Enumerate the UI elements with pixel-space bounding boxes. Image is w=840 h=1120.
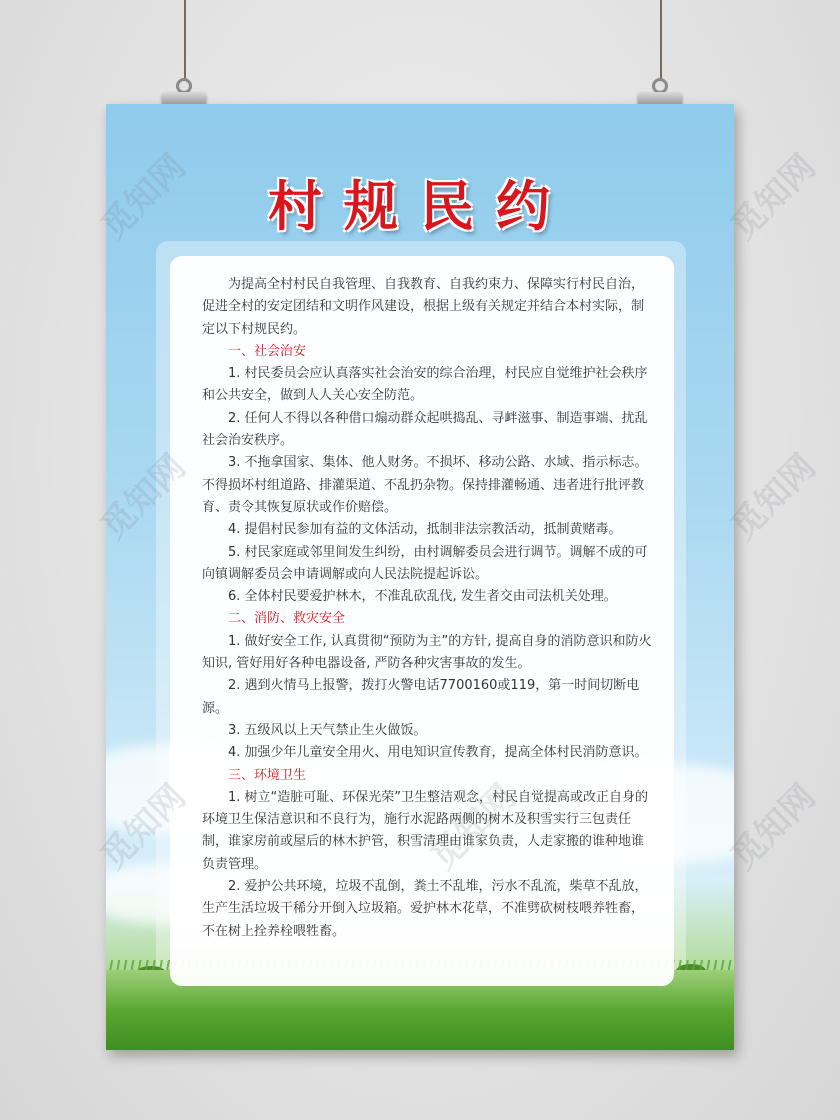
section-heading: 一、社会治安 (228, 343, 307, 359)
section-heading: 二、消防、救灾安全 (228, 611, 346, 627)
section-item: 2. 任何人不得以各种借口煽动群众起哄捣乱、寻衅滋事、制造事端、扰乱社会治安秩序。 (202, 410, 648, 449)
section-item: 3. 不拖拿国家、集体、他人财务。不损坏、移动公路、水域、指示标志。不得损坏村组道路、排灌渠道、不乱扔杂物。保持排灌畅通、违者进行批评教育、责令其恢复原状或作价赔偿。 (202, 455, 648, 515)
section-item: 2. 遇到火情马上报警，拨打火警电话7700160或119，第一时间切断电源。 (202, 678, 640, 716)
hanging-string-left (184, 0, 186, 80)
section-item: 6. 全体村民要爱护林木，不准乱砍乱伐, 发生者交由司法机关处理。 (228, 589, 617, 605)
section-item: 2. 爱护公共环境，垃圾不乱倒，粪土不乱堆，污水不乱流，柴草不乱放，生产生活垃圾干稀分开倒入垃圾箱。爱护林木花草，不准劈砍树枝喂养牲畜，不在树上拴养栓喂牲畜。 (202, 879, 648, 939)
content-card (170, 256, 674, 986)
intro-paragraph: 为提高全村村民自我管理、自我教育、自我约束力、保障实行村民自治，促进全村的安定团结和文明作风建设，根据上级有关规定并结合本村实际，制定以下村规民约。 (202, 277, 645, 337)
section-item: 1. 树立“造脏可耻、环保光荣”卫生整洁观念，村民自觉提高或改正自身的环境卫生保洁意识和不良行为，施行水泥路两侧的树木及积雪实行三包责任制，谁家房前或屋后的林木护管，积雪清理由谁家负责，人走家搬的谁种地谁负责管理。 (202, 789, 649, 872)
section-item: 5. 村民家庭或邻里间发生纠纷，由村调解委员会进行调节。调解不成的可向镇调解委员会申请调解或向人民法院提起诉讼。 (202, 544, 648, 582)
section-item: 1. 做好安全工作, 认真贯彻“预防为主”的方针, 提高自身的消防意识和防火知识, 管好用好各种电器设备, 严防各种灾害事故的发生。 (202, 633, 652, 672)
section-item: 4. 提倡村民参加有益的文体活动，抵制非法宗教活动，抵制黄赌毒。 (228, 522, 622, 538)
hanging-string-right (660, 0, 662, 80)
section-item: 1. 村民委员会应认真落实社会治安的综合治理，村民应自觉维护社会秩序和公共安全，做到人人关心安全防范。 (202, 366, 648, 404)
section-item: 3. 五级风以上天气禁止生火做饭。 (228, 722, 427, 738)
section-item: 4. 加强少年儿童安全用火、用电知识宣传教育，提高全体村民消防意识。 (228, 745, 648, 761)
poster (106, 104, 734, 1050)
poster-title: 村规民约 (268, 174, 572, 238)
section-heading: 三、环境卫生 (228, 767, 307, 783)
